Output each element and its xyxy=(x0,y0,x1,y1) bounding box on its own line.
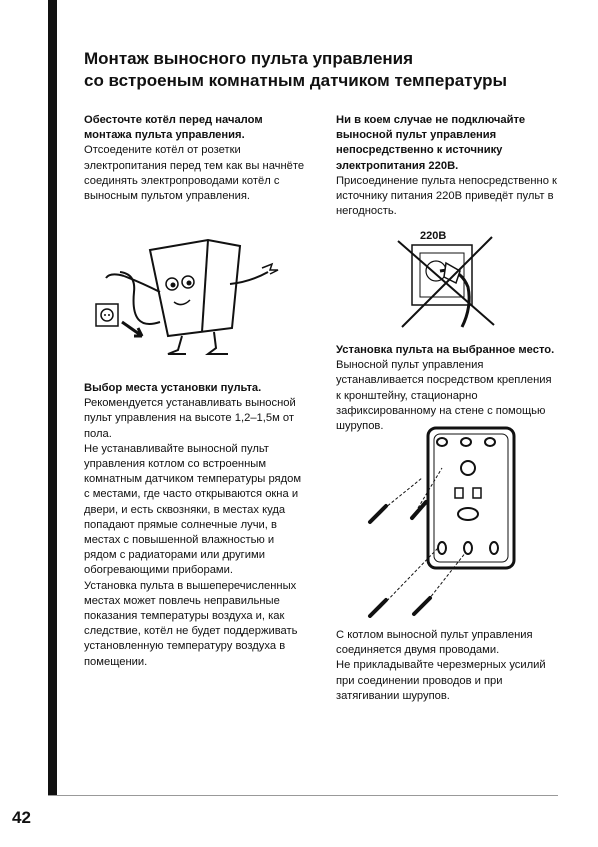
placement-para-3: Установка пульта в вышеперечисленных местах может повлечь неправильные показания температуры воздуха и, как следствие, котёл не будет поддерживать установленную температуру воздуха в помещении. xyxy=(84,579,298,668)
page-title xyxy=(84,48,554,92)
section-power-off xyxy=(84,113,306,204)
page-number: 42 xyxy=(12,808,31,827)
title-line-2: со встроеным комнатным датчиком температуры xyxy=(84,71,508,90)
mounting-body: Выносной пульт управления устанавливается посредством крепления к кронштейну, стационарно зафиксированному на стене с помощью шурупов. xyxy=(336,359,552,433)
power-off-body: Отсоедените котёл от розетки электропитания перед тем как вы начнёте соединять электропроводами котёл с выносным пультом управления. xyxy=(84,144,305,203)
section-warning-220v xyxy=(336,113,558,219)
title-line-1: Монтаж выносного пульта управления xyxy=(84,49,414,68)
footer-rule xyxy=(48,795,558,796)
placement-heading: Выбор места установки пульта. xyxy=(84,382,262,394)
mounting-plate-illustration xyxy=(362,418,522,618)
socket-prohibited-illustration xyxy=(390,227,500,332)
placement-para-1: Рекомендуется устанавливать выносной пульт управления на высоте 1,2–1,5м от пола. xyxy=(84,397,296,440)
warning-body: Присоединение пульта непосредственно к источнику питания 220В приведёт пульт в негодность. xyxy=(336,174,557,218)
wiring-para-2: Не прикладывайте черезмерных усилий при соединении проводов и при затягивании шурупов. xyxy=(336,659,546,702)
section-placement xyxy=(84,381,306,670)
section-wiring xyxy=(336,628,558,704)
socket-voltage-label: 220В xyxy=(420,230,447,242)
mounting-heading: Установка пульта на выбранное место. xyxy=(336,344,555,356)
wiring-para-1: С котлом выносной пульт управления соединяется двумя проводами. xyxy=(336,629,533,657)
warning-heading: Ни в коем случае не подключайте выносной пульт управления непосредственно к источнику электропитания 220В. xyxy=(336,114,526,172)
placement-para-2: Не устанавливайте выносной пульт управления котлом со встроенным комнатным датчиком температуры рядом с местами, где часто открываются окна и двери, и есть сквозняки, в местах куда попадают прямые солнечные лучи, в местах с повышенной влажностью и рядом с радиаторами или другими обогревающими приборами. xyxy=(84,442,302,577)
boiler-cartoon-illustration xyxy=(90,232,290,362)
sidebar-bar xyxy=(48,0,57,795)
power-off-heading: Обесточте котёл перед началом монтажа пульта управления. xyxy=(84,114,263,142)
